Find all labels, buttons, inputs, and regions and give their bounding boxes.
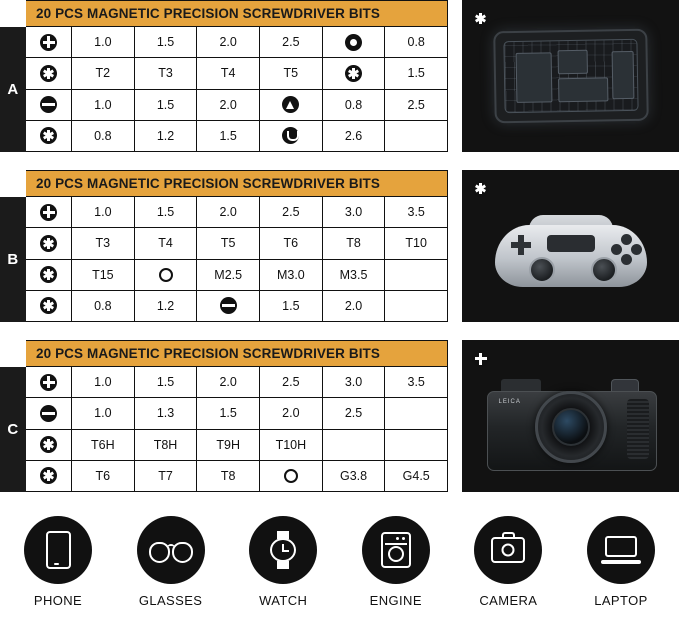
bit-size-cell: 2.0: [197, 367, 260, 397]
bit-size-cell: 2.0: [197, 27, 260, 57]
bit-size-cell: T7: [135, 461, 198, 491]
bit-size-cell: 2.5: [260, 27, 323, 57]
bit-size-cell: G3.8: [323, 461, 386, 491]
torx-bit-icon: [472, 180, 489, 197]
bit-size-cell: T5: [260, 58, 323, 88]
controller-button: [621, 234, 632, 245]
bit-size-cell: 1.5: [197, 121, 260, 151]
controller-dpad: [511, 235, 531, 255]
phillips-bit-icon: [40, 34, 57, 51]
bit-size-cell: M3.0: [260, 260, 323, 290]
bit-size-cell: 2.5: [260, 367, 323, 397]
application-watch: [233, 516, 333, 630]
set-letter-a: A: [7, 81, 19, 98]
table-row: [26, 260, 447, 291]
bit-size-cell-empty: [385, 260, 447, 290]
bit-size-cell: 1.5: [260, 291, 323, 321]
bit-icon-cell: [323, 58, 386, 88]
bit-size-cell: 2.0: [197, 197, 260, 227]
bit-size-cell: 0.8: [72, 291, 135, 321]
phone-chip: [557, 50, 587, 75]
application-label: GLASSES: [138, 593, 203, 608]
phone-chip: [515, 52, 552, 103]
bit-type-icon-cell: [26, 398, 72, 428]
bit-size-cell: 1.2: [135, 291, 198, 321]
phone-chip: [611, 51, 634, 99]
bit-size-cell: T3: [135, 58, 198, 88]
bit-size-cell: T8: [197, 461, 260, 491]
bit-size-cell-empty: [385, 291, 447, 321]
torx-bit-icon: [345, 65, 362, 82]
table-row: [26, 461, 447, 491]
bit-size-cell: 0.8: [323, 90, 386, 120]
set-letter-gutter-a: [0, 0, 26, 152]
table-title-b: 20 PCS MAGNETIC PRECISION SCREWDRIVER BITS: [26, 171, 447, 197]
application-label: CAMERA: [479, 593, 538, 608]
flathead-bit-icon: [40, 96, 57, 113]
bit-size-cell: 1.5: [197, 398, 260, 428]
bit-size-cell: 3.0: [323, 367, 386, 397]
table-title-a: 20 PCS MAGNETIC PRECISION SCREWDRIVER BITS: [26, 1, 447, 27]
bit-type-icon-cell: [26, 367, 72, 397]
application-glasses: [121, 516, 221, 630]
bit-size-cell: T3: [72, 228, 135, 258]
table-rows-c: [26, 367, 447, 491]
camera-lens-element: [552, 408, 590, 446]
bit-size-cell: 3.0: [323, 197, 386, 227]
phone-chip: [558, 77, 608, 102]
phillips-bit-icon: [40, 374, 57, 391]
application-phone: [8, 516, 108, 630]
bit-size-cell-empty: [385, 121, 447, 151]
bit-type-icon-cell: [26, 228, 72, 258]
bit-table-body-a: [26, 0, 448, 152]
camera-icon: [474, 516, 542, 584]
phone-icon: [24, 516, 92, 584]
torx-bit-icon: [40, 127, 57, 144]
u-shape-bit-icon: [282, 127, 299, 144]
torx-bit-icon: [40, 235, 57, 252]
tripoint-bit-icon: [282, 96, 299, 113]
table-row: [26, 27, 447, 58]
bit-size-cell: 1.0: [72, 197, 135, 227]
bit-size-cell: T8: [323, 228, 386, 258]
bit-size-cell: 1.0: [72, 367, 135, 397]
application-label: ENGINE: [369, 593, 422, 608]
bit-icon-cell: [260, 121, 323, 151]
table-row: [26, 121, 447, 151]
phone-illustration: [493, 29, 649, 124]
bit-size-cell: 2.5: [407, 97, 425, 112]
bit-size-cell: M3.5: [323, 260, 386, 290]
laptop-icon: [587, 516, 655, 584]
table-row: [26, 90, 447, 121]
bit-size-cell: 0.8: [407, 35, 425, 50]
application-icons: [0, 516, 679, 630]
bit-size-cell: T10: [405, 236, 427, 251]
set-letter-gutter-b: [0, 170, 26, 322]
controller-button: [631, 244, 642, 255]
table-row: [26, 228, 447, 259]
bit-size-cell: 3.5: [407, 375, 425, 390]
glasses-icon: [137, 516, 205, 584]
bit-size-cell: 3.5: [407, 205, 425, 220]
bit-size-cell: M2.5: [197, 260, 260, 290]
bit-size-cell: 1.5: [135, 197, 198, 227]
bit-icon-cell: [323, 27, 386, 57]
torx-bit-icon: [472, 10, 489, 27]
bit-icon-cell: [135, 260, 198, 290]
bit-size-cell: 1.3: [135, 398, 198, 428]
controller-button: [621, 254, 632, 265]
application-camera: [458, 516, 558, 630]
controller-button: [611, 244, 622, 255]
bit-icon-cell: [197, 291, 260, 321]
bit-type-icon-cell: [26, 430, 72, 460]
socket-bit-icon: [284, 469, 298, 483]
application-engine: [346, 516, 446, 630]
table-row: [26, 197, 447, 228]
camera-brand-text: LEICA: [498, 399, 521, 406]
bit-size-cell: T15: [72, 260, 135, 290]
bit-set-panel-b: [0, 170, 679, 322]
bit-size-cell: T9H: [197, 430, 260, 460]
bit-size-cell: T5: [197, 228, 260, 258]
bit-type-icon-cell: [26, 260, 72, 290]
bit-size-cell: 2.0: [260, 398, 323, 428]
bit-size-cell: T6H: [72, 430, 135, 460]
controller-illustration: [495, 209, 647, 295]
bit-size-cell: 1.0: [72, 90, 135, 120]
table-row: [26, 398, 447, 429]
bit-type-icon-cell: [26, 291, 72, 321]
bit-size-cell: 1.5: [407, 66, 425, 81]
bit-size-cell: T6: [260, 228, 323, 258]
application-laptop: [571, 516, 671, 630]
bit-size-cell: T10H: [260, 430, 323, 460]
application-label: LAPTOP: [594, 593, 648, 608]
bit-icon-cell: [260, 90, 323, 120]
table-row: [26, 58, 447, 89]
torx-bit-icon: [40, 297, 57, 314]
flathead-bit-icon: [40, 405, 57, 422]
controller-stick-right: [591, 257, 617, 283]
camera-lens: [535, 391, 607, 463]
bit-size-cell: 1.5: [135, 27, 198, 57]
table-rows-b: [26, 197, 447, 321]
bit-size-cell: T6: [72, 461, 135, 491]
table-title-c: 20 PCS MAGNETIC PRECISION SCREWDRIVER BITS: [26, 341, 447, 367]
bit-table-b: [0, 170, 448, 322]
phone-teardown-photo: [462, 0, 679, 152]
bit-size-cell-empty: [323, 430, 386, 460]
bit-type-icon-cell: [26, 121, 72, 151]
bit-size-cell: T4: [197, 58, 260, 88]
torx-bit-icon: [40, 467, 57, 484]
table-row: [26, 367, 447, 398]
phillips-bit-icon: [472, 350, 489, 367]
bit-type-icon-cell: [26, 58, 72, 88]
bit-set-panel-c: [0, 340, 679, 492]
controller-stick-left: [529, 257, 555, 283]
washing-machine-icon: [362, 516, 430, 584]
flathead-bit-icon: [220, 297, 237, 314]
bit-size-cell: 2.0: [197, 90, 260, 120]
table-row: [26, 291, 447, 321]
bit-size-cell: 1.0: [72, 398, 135, 428]
bit-size-cell: 1.5: [135, 90, 198, 120]
bit-table-body-c: [26, 340, 448, 492]
bit-table-body-b: [26, 170, 448, 322]
bit-set-panel-a: [0, 0, 679, 152]
bit-type-icon-cell: [26, 90, 72, 120]
bit-size-cell: 1.0: [72, 27, 135, 57]
game-controller-photo: [462, 170, 679, 322]
bit-type-icon-cell: [26, 197, 72, 227]
phillips-bit-icon: [40, 204, 57, 221]
bit-type-icon-cell: [26, 461, 72, 491]
bit-size-cell: 2.0: [323, 291, 386, 321]
pentalobe-bit-icon: [345, 34, 362, 51]
watch-icon: [249, 516, 317, 584]
bit-size-cell-empty: [385, 430, 447, 460]
socket-bit-icon: [159, 268, 173, 282]
camera-illustration: [487, 377, 655, 473]
controller-touchpad: [547, 235, 595, 252]
bit-icon-cell: [260, 461, 323, 491]
set-letter-c: C: [7, 421, 19, 438]
application-label: PHONE: [33, 593, 83, 608]
table-rows-a: [26, 27, 447, 151]
bit-size-cell: 2.6: [323, 121, 386, 151]
bit-size-cell: T2: [72, 58, 135, 88]
application-label: WATCH: [259, 593, 308, 608]
bit-type-icon-cell: [26, 27, 72, 57]
bit-table-c: [0, 340, 448, 492]
bit-table-a: [0, 0, 448, 152]
bit-size-cell: 2.5: [260, 197, 323, 227]
digital-camera-photo: [462, 340, 679, 492]
table-row: [26, 430, 447, 461]
torx-bit-icon: [40, 436, 57, 453]
torx-bit-icon: [40, 65, 57, 82]
bit-size-cell-empty: [385, 398, 447, 428]
set-letter-b: B: [7, 251, 19, 268]
bit-size-cell: 1.5: [135, 367, 198, 397]
set-letter-gutter-c: [0, 340, 26, 492]
bit-size-cell: G4.5: [402, 468, 430, 483]
bit-size-cell: 1.2: [135, 121, 198, 151]
bit-size-cell: 0.8: [72, 121, 135, 151]
torx-bit-icon: [40, 266, 57, 283]
bit-size-cell: 2.5: [323, 398, 386, 428]
camera-grip: [627, 399, 649, 459]
bit-size-cell: T4: [135, 228, 198, 258]
bit-size-cell: T8H: [135, 430, 198, 460]
